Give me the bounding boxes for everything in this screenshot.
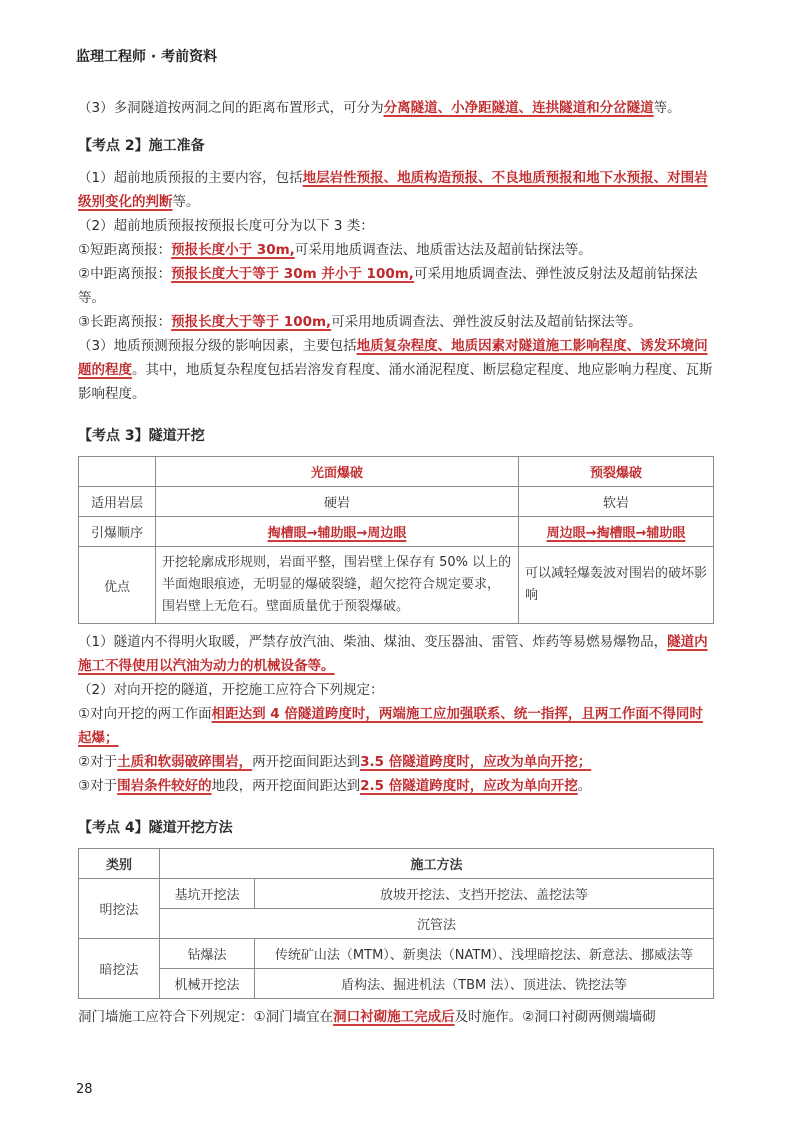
table-cell [156, 517, 519, 547]
highlight: 预报长度小于 30m, [171, 242, 295, 258]
table-cell [519, 517, 714, 547]
highlight: 隧道内施工不得使用以汽油为动力的机械设备等。 [78, 634, 708, 674]
list-item-soft-rock [78, 750, 714, 774]
highlight: 掏槽眼→辅助眼→周边眼 [267, 526, 407, 541]
row-label: 引爆顺序 [79, 517, 156, 547]
paragraph-fire-safety [78, 630, 714, 678]
table-cell: 机械开挖法 [160, 969, 255, 999]
highlight: 地层岩性预报、地质构造预报、不良地质预报和地下水预报、对围岩级别变化的判断 [78, 170, 708, 210]
blasting-table [78, 456, 714, 624]
table-cell: 软岩 [519, 487, 714, 517]
list-item-mid-range [78, 262, 714, 310]
column-header: 类别 [79, 849, 160, 879]
category-cell: 明挖法 [79, 879, 160, 939]
table-row [79, 909, 714, 939]
table-row [79, 487, 714, 517]
table-cell [156, 457, 519, 487]
list-item-four-spans [78, 702, 714, 750]
highlight: 3.5 倍隧道跨度时，应改为单向开挖； [360, 754, 592, 770]
text: （1）超前地质预报的主要内容，包括 [78, 170, 303, 186]
section-heading-2: 【考点 2】施工准备 [78, 138, 205, 154]
paragraph-tunnel-types [78, 96, 714, 120]
highlight: 土质和软弱破碎围岩， [117, 754, 253, 770]
excavation-methods-table [78, 848, 714, 999]
text: ①对向开挖的两工作面 [78, 706, 212, 722]
text: 等。 [172, 194, 200, 210]
paragraph-forecast-content [78, 166, 714, 214]
table-row [79, 879, 714, 909]
table-row [79, 849, 714, 879]
highlight: 围岩条件较好的 [117, 778, 212, 794]
table-row [79, 969, 714, 999]
section-heading-4: 【考点 4】隧道开挖方法 [78, 820, 233, 836]
page-content [78, 96, 714, 1029]
text: ②对于 [78, 754, 118, 770]
list-item-long-range [78, 310, 714, 334]
table-cell: 放坡开挖法、支挡开挖法、盖挖法等 [255, 879, 714, 909]
highlight: 2.5 倍隧道跨度时，应改为单向开挖 [360, 778, 578, 794]
text: 可采用地质调查法、弹性波反射法及超前钻探法等。 [78, 266, 698, 306]
page-header: 监理工程师 · 考前资料 [76, 49, 218, 65]
table-cell: 硬岩 [156, 487, 519, 517]
text: ③长距离预报： [78, 314, 172, 330]
highlight: 相距达到 4 倍隧道跨度时，两端施工应加强联系、统一指挥，且两工作面不得同时起爆； [78, 706, 703, 746]
table-cell: 开挖轮廓成形规则，岩面平整，围岩壁上保存有 50% 以上的半面炮眼痕迹，无明显的爆破裂缝，超欠挖符合规定要求，围岩壁上无危石。壁面质量优于预裂爆破。 [156, 547, 519, 624]
list-item-short-range [78, 238, 714, 262]
paragraph-forecast-factors [78, 334, 714, 406]
text: （3）多洞隧道按两洞之间的距离布置形式，可分为 [78, 100, 384, 116]
text: （3）地质预测预报分级的影响因素，主要包括 [78, 338, 357, 354]
table-row [79, 457, 714, 487]
text: （1）隧道内不得明火取暖，严禁存放汽油、柴油、煤油、变压器油、雷管、炸药等易燃易爆物品， [78, 634, 668, 650]
text: 。 [577, 778, 592, 794]
text: ②中距离预报： [78, 266, 172, 282]
highlight: 预报长度大于等于 30m 并小于 100m, [171, 266, 414, 282]
table-cell: 传统矿山法（MTM）、新奥法（NATM）、浅埋暗挖法、新意法、挪威法等 [255, 939, 714, 969]
text: 。其中，地质复杂程度包括岩溶发育程度、涌水涌泥程度、断层稳定程度、地应影响力程度、瓦斯影响程度。 [78, 362, 713, 402]
row-label: 适用岩层 [79, 487, 156, 517]
paragraph-forecast-categories: （2）超前地质预报按预报长度可分为以下 3 类： [78, 218, 374, 234]
text: 可采用地质调查法、地质雷达法及超前钻探法等。 [294, 242, 592, 258]
text: 洞门墙施工应符合下列规定：①洞门墙宜在 [78, 1009, 334, 1025]
list-item-good-rock [78, 774, 714, 798]
paragraph-opposite-excavation: （2）对向开挖的隧道，开挖施工应符合下列规定： [78, 682, 384, 698]
table-cell [79, 457, 156, 487]
table-cell [519, 457, 714, 487]
text: 等。 [653, 100, 681, 116]
text: 可采用地质调查法、弹性波反射法及超前钻探法等。 [331, 314, 642, 330]
table-cell: 盾构法、掘进机法（TBM 法）、顶进法、铣挖法等 [255, 969, 714, 999]
paragraph-portal-wall [78, 1005, 714, 1029]
highlight: 地质复杂程度、地质因素对隧道施工影响程度、诱发环境问题的程度 [78, 338, 708, 378]
text: 地段，两开挖面间距达到 [211, 778, 361, 794]
table-cell: 基坑开挖法 [160, 879, 255, 909]
table-row [79, 939, 714, 969]
column-header: 施工方法 [160, 849, 714, 879]
row-label: 优点 [79, 547, 156, 624]
text: ①短距离预报： [78, 242, 172, 258]
highlight: 洞口衬砌施工完成后 [333, 1009, 455, 1025]
table-cell: 可以减轻爆轰波对围岩的破坏影响 [519, 547, 714, 624]
table-cell: 钻爆法 [160, 939, 255, 969]
page-number: 28 [76, 1082, 93, 1097]
section-heading-3: 【考点 3】隧道开挖 [78, 428, 205, 444]
text: ③对于 [78, 778, 118, 794]
text: 及时施作。②洞口衬砌两侧端墙砌 [454, 1009, 656, 1025]
highlight: 预报长度大于等于 100m, [171, 314, 332, 330]
category-cell: 暗挖法 [79, 939, 160, 999]
highlight: 周边眼→掏槽眼→辅助眼 [546, 526, 686, 541]
table-row [79, 547, 714, 624]
text: 两开挖面间距达到 [252, 754, 361, 770]
table-row [79, 517, 714, 547]
highlight: 分离隧道、小净距隧道、连拱隧道和分岔隧道 [383, 100, 654, 116]
column-header: 预裂爆破 [589, 466, 642, 481]
table-cell: 沉管法 [160, 909, 714, 939]
column-header: 光面爆破 [310, 466, 363, 481]
